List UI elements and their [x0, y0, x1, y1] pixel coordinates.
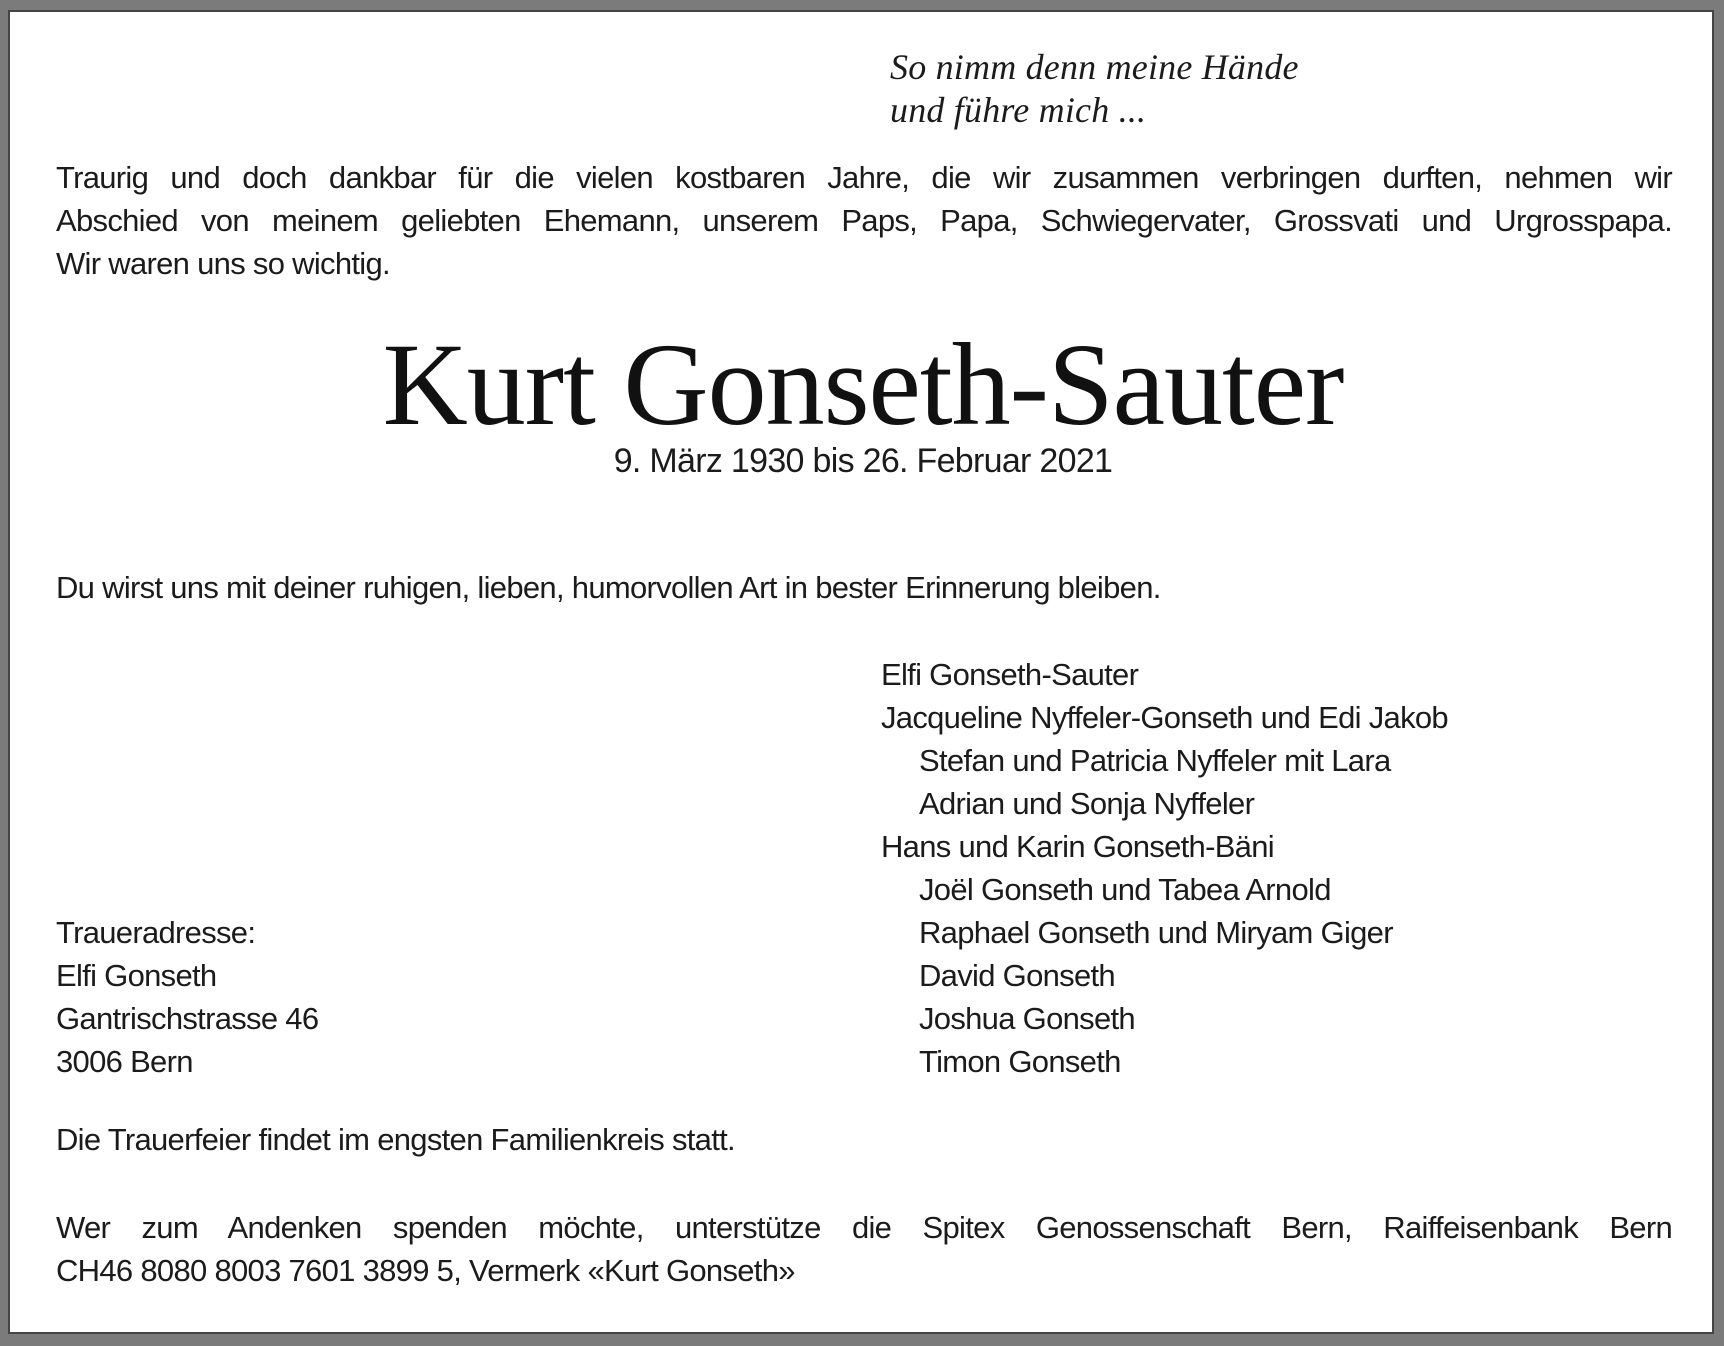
- donation-line-2: CH46 8080 8003 7601 3899 5, Vermerk «Kurt Gonseth»: [56, 1253, 795, 1288]
- family-member: Raphael Gonseth und Miryam Giger: [919, 915, 1393, 950]
- family-member: Hans und Karin Gonseth-Bäni: [881, 829, 1274, 864]
- mourning-address-line: 3006 Bern: [56, 1044, 193, 1079]
- family-member: Adrian und Sonja Nyffeler: [919, 786, 1255, 821]
- obituary-page: [8, 10, 1714, 1334]
- deceased-name: Kurt Gonseth-Sauter: [382, 319, 1344, 450]
- mourning-address-line: Gantrischstrasse 46: [56, 1001, 319, 1036]
- intro-line-3: Wir waren uns so wichtig.: [56, 246, 390, 281]
- family-member: David Gonseth: [919, 958, 1115, 993]
- ceremony-line: Die Trauerfeier findet im engsten Familienkreis statt.: [56, 1122, 735, 1157]
- hymn-quote-line-2: und führe mich ...: [890, 90, 1147, 130]
- intro-line-1: Traurig und doch dankbar für die vielen kostbaren Jahre, die wir zusammen verbringen durften, nehmen wir: [56, 160, 1672, 195]
- family-member: Stefan und Patricia Nyffeler mit Lara: [919, 743, 1391, 778]
- family-member: Joshua Gonseth: [919, 1001, 1135, 1036]
- memory-line: Du wirst uns mit deiner ruhigen, lieben, humorvollen Art in bester Erinnerung bleiben.: [56, 570, 1161, 605]
- intro-paragraph: [56, 156, 1672, 285]
- family-member: Jacqueline Nyffeler-Gonseth und Edi Jakob: [881, 700, 1448, 735]
- hymn-quote: [890, 46, 1299, 132]
- mourning-address-line: Elfi Gonseth: [56, 958, 217, 993]
- life-dates: 9. März 1930 bis 26. Februar 2021: [613, 442, 1113, 480]
- donation-line-1: Wer zum Andenken spenden möchte, unterstütze die Spitex Genossenschaft Bern, Raiffeisenbank Bern: [56, 1210, 1672, 1245]
- donation-paragraph: [56, 1206, 1672, 1292]
- intro-line-2: Abschied von meinem geliebten Ehemann, unserem Paps, Papa, Schwiegervater, Grossvati und Urgrosspapa.: [56, 203, 1672, 238]
- mourning-address: [56, 911, 556, 1083]
- mourning-address-label: Traueradresse:: [56, 915, 256, 950]
- family-member: Timon Gonseth: [919, 1044, 1121, 1079]
- family-member: Joël Gonseth und Tabea Arnold: [919, 872, 1331, 907]
- family-member: Elfi Gonseth-Sauter: [881, 657, 1139, 692]
- family-list: [881, 653, 1641, 1083]
- hymn-quote-line-1: So nimm denn meine Hände: [890, 47, 1299, 87]
